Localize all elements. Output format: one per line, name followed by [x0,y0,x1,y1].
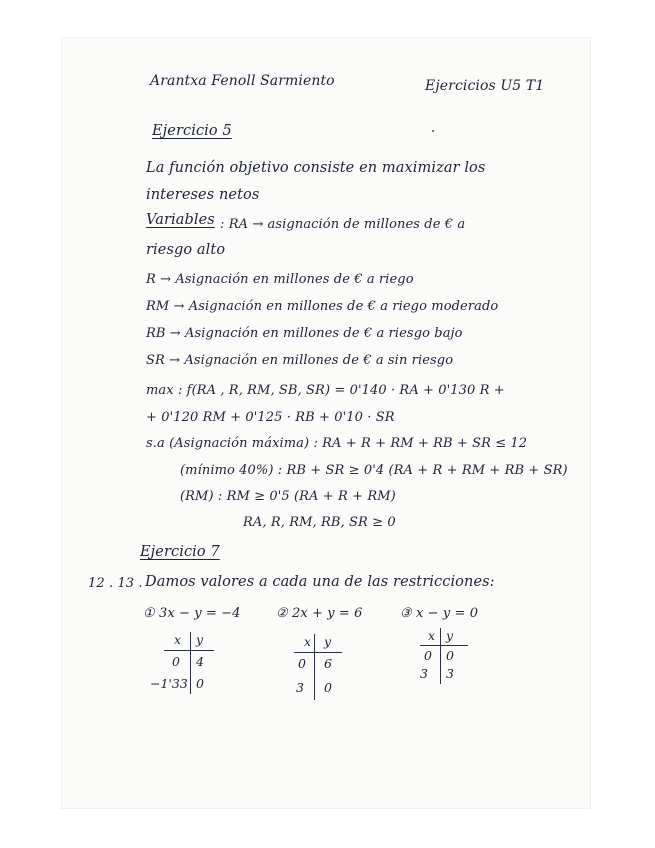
constraint-rm: (RM) : RM ≥ 0'5 (RA + R + RM) [180,489,396,504]
constraint-max-allocation: s.a (Asignación máxima) : RA + R + RM + RB + SR ≤ 12 [146,436,528,451]
table-2-row-1-x: 0 [298,656,306,671]
table-3-row-2-x: 3 [420,666,428,681]
restriction-2-label: ② 2x + y = 6 [276,606,363,621]
table-3-row-2-y: 3 [446,666,454,681]
table-3-row-1-x: 0 [424,648,432,663]
student-name: Arantxa Fenoll Sarmiento [150,73,335,89]
value-table-2 [294,632,354,702]
table-3-header-x: x [428,628,436,643]
objective-function-line-1: max : f(RA , R, RM, SB, SR) = 0'140 · RA + 0'130 R + [146,383,505,398]
variable-ra-line-2: riesgo alto [146,242,226,258]
table-3-header-rule [420,645,468,646]
table-2-row-2-x: 3 [296,680,304,695]
value-table-1 [150,630,220,696]
constraint-non-negativity: RA, R, RM, RB, SR ≥ 0 [243,515,396,530]
table-2-header-y: y [324,634,332,649]
exercise-5-title: Ejercicio 5 [152,123,232,139]
table-2-column-rule [314,634,315,700]
table-1-column-rule [190,632,191,694]
exercise-7-title: Ejercicio 7 [140,544,220,560]
variable-ra-line-1: : RA → asignación de millones de € a [220,217,466,232]
exercise-set-title: Ejercicios U5 T1 [425,78,545,94]
table-1-header-rule [164,650,214,651]
table-1-header-y: y [196,632,204,647]
objective-function-line-2: + 0'120 RM + 0'125 · RB + 0'10 · SR [146,410,395,425]
restriction-1-label: ① 3x − y = −4 [143,606,241,621]
table-2-row-1-y: 6 [324,656,332,671]
variables-label: Variables [146,212,215,228]
restriction-3-label: ③ x − y = 0 [400,606,479,621]
exercise-7-intro: Damos valores a cada una de las restricciones: [145,574,495,590]
objective-line-1: La función objetivo consiste en maximizar los [146,160,486,176]
table-1-row-1-x: 0 [172,654,180,669]
table-1-row-2-x: −1'33 [150,676,188,691]
variable-rb: RB → Asignación en millones de € a riesgo bajo [146,326,463,341]
exercise-number: 12 . 13 . [88,576,143,591]
variable-r: R → Asignación en millones de € a riego [146,272,414,287]
value-table-3 [416,628,476,688]
table-3-header-y: y [446,628,454,643]
table-1-row-1-y: 4 [196,654,204,669]
table-3-row-1-y: 0 [446,648,454,663]
table-1-row-2-y: 0 [196,676,204,691]
table-2-header-x: x [304,634,312,649]
constraint-minimum-40: (mínimo 40%) : RB + SR ≥ 0'4 (RA + R + RM + RB + SR) [180,463,568,478]
table-3-column-rule [440,628,441,684]
pen-dot [432,130,434,132]
table-1-header-x: x [174,632,182,647]
variable-rm: RM → Asignación en millones de € a riego moderado [146,299,499,314]
table-2-row-2-y: 0 [324,680,332,695]
objective-line-2: intereses netos [146,187,260,203]
table-2-header-rule [294,652,342,653]
variable-sr: SR → Asignación en millones de € a sin riesgo [146,353,454,368]
